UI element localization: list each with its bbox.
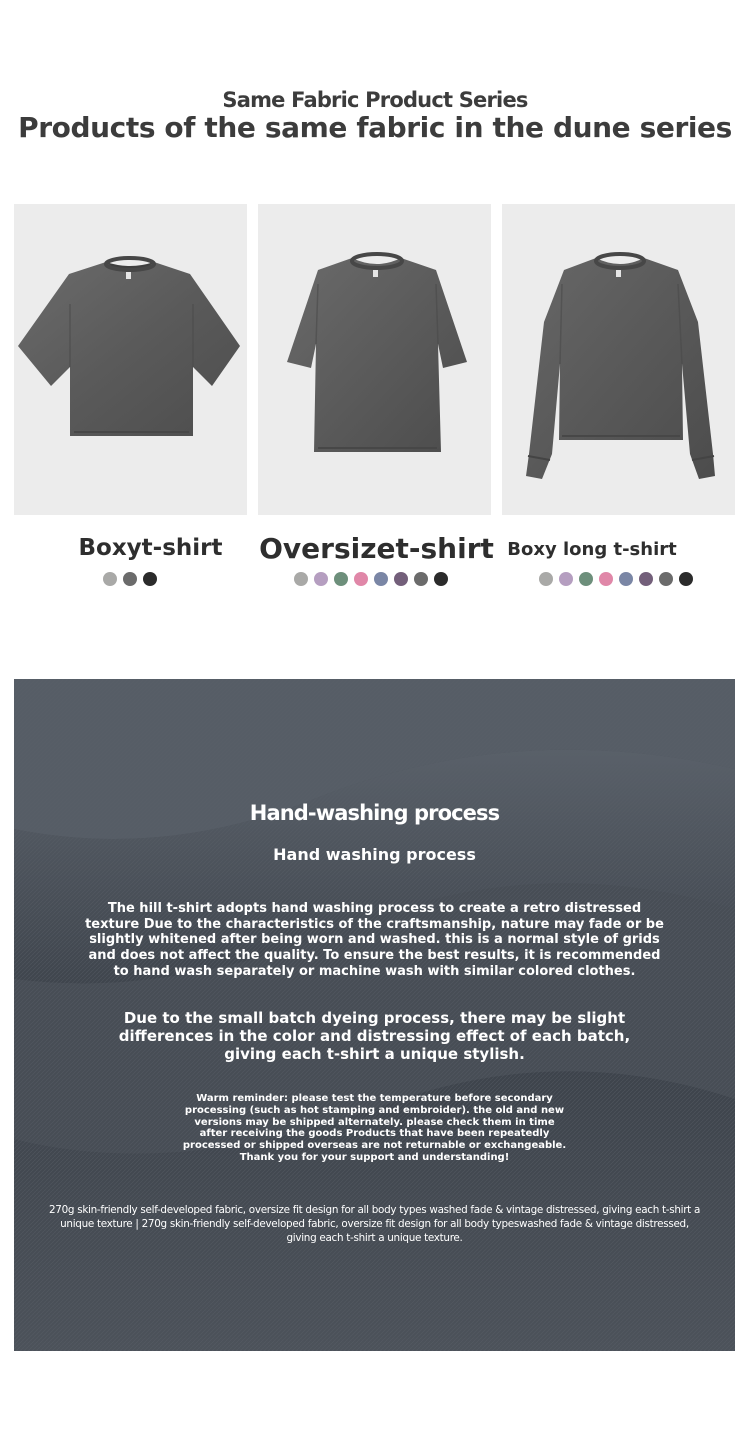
washing-description: The hill t-shirt adopts hand washing process to create a retro distressed texture Due to the characteristics of the craftsmanship, nature may fade or be slightly whitened after being worn and washed. this is a normal style of grids and does not affect the quality. To ensure the best results, it is recommended to hand wash separately or machine wash with similar colored clothes. xyxy=(85,901,664,979)
color-swatches xyxy=(294,572,448,586)
product-name: Oversizet-shirt xyxy=(259,532,494,565)
fabric-footer-text: 270g skin-friendly self-developed fabric, oversize fit design for all body types washed fade & vintage distressed, giving each t-shirt a unique texture | 270g skin-friendly self-developed fabric, oversize fit design for all body typeswashed fade & vintage distressed, giving each t-shirt a unique texture. xyxy=(48,1204,701,1245)
color-swatch[interactable] xyxy=(314,572,328,586)
color-swatch[interactable] xyxy=(334,572,348,586)
color-swatch[interactable] xyxy=(374,572,388,586)
color-swatch[interactable] xyxy=(294,572,308,586)
color-swatches xyxy=(103,572,157,586)
oversize-tshirt-image[interactable] xyxy=(258,204,491,515)
boxy-tshirt-image[interactable] xyxy=(14,204,247,515)
fabric-texture-panel xyxy=(14,679,735,1351)
fabric-section-title: Hand-washing process xyxy=(249,801,500,825)
tshirt-icon xyxy=(258,204,491,515)
fabric-section-subtitle: Hand washing process xyxy=(273,845,476,864)
warm-reminder: Warm reminder: please test the temperature before secondary processing (such as hot stamping and embroider). the old and new versions may be shipped alternately. please check them in time after receiving the goods Products that have been repeatedly processed or shipped overseas are not returnable or exchangeable. Thank you for your support and understanding! xyxy=(182,1093,567,1163)
color-swatch[interactable] xyxy=(579,572,593,586)
color-swatch[interactable] xyxy=(679,572,693,586)
color-swatch[interactable] xyxy=(639,572,653,586)
color-swatch[interactable] xyxy=(539,572,553,586)
color-swatch[interactable] xyxy=(103,572,117,586)
color-swatch[interactable] xyxy=(559,572,573,586)
color-swatches xyxy=(539,572,693,586)
color-swatch[interactable] xyxy=(599,572,613,586)
section-title: Products of the same fabric in the dune series xyxy=(18,111,732,144)
color-swatch[interactable] xyxy=(394,572,408,586)
product-name: Boxyt-shirt xyxy=(78,535,223,561)
color-swatch[interactable] xyxy=(434,572,448,586)
tshirt-icon xyxy=(14,204,247,515)
product-name: Boxy long t-shirt xyxy=(507,539,677,560)
color-swatch[interactable] xyxy=(659,572,673,586)
boxy-long-tshirt-image[interactable] xyxy=(502,204,735,515)
color-swatch[interactable] xyxy=(123,572,137,586)
color-swatch[interactable] xyxy=(619,572,633,586)
color-swatch[interactable] xyxy=(143,572,157,586)
long-sleeve-tshirt-icon xyxy=(502,204,735,515)
color-swatch[interactable] xyxy=(354,572,368,586)
color-swatch[interactable] xyxy=(414,572,428,586)
dyeing-note: Due to the small batch dyeing process, there may be slight differences in the color and distressing effect of each batch, giving each t-shirt a unique stylish. xyxy=(118,1009,631,1063)
section-subtitle: Same Fabric Product Series xyxy=(222,88,528,112)
